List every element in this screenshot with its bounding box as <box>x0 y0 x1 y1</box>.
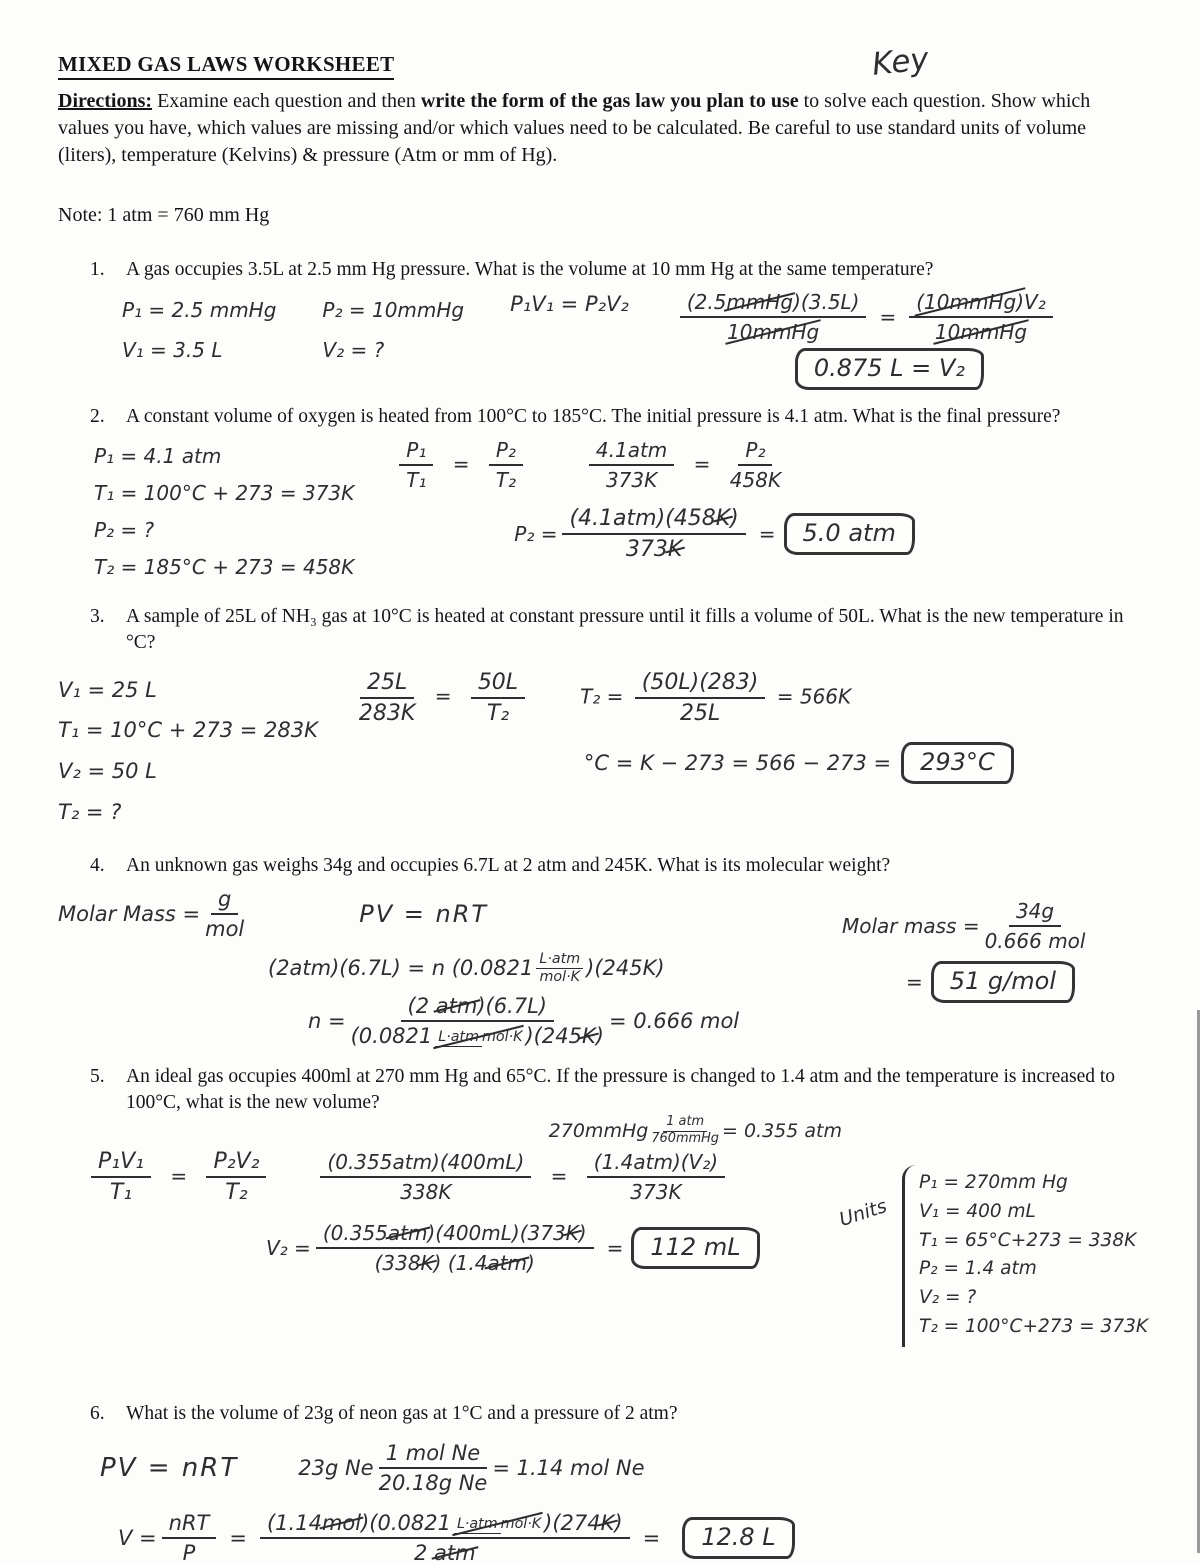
q3-solution <box>354 670 1014 834</box>
question-5-work <box>86 1114 1148 1387</box>
fraction <box>351 994 604 1048</box>
q5-num-c: )(400mL)(373 <box>427 1221 566 1246</box>
fraction-denominator: 373K <box>605 468 658 493</box>
fraction-denominator: 20.18g Ne <box>378 1471 488 1496</box>
question-4-text-line <box>90 853 1142 879</box>
q6-solve-row <box>118 1511 1142 1565</box>
equals-sign: = <box>434 684 452 708</box>
question-text: An ideal gas occupies 400ml at 270 mm Hg and 65°C. If the pressure is changed to 1.4 atm and the temperature is increased to 100°C, what is the new volume? <box>126 1065 1116 1113</box>
question-number: 2. <box>90 406 105 428</box>
fraction-denominator: P <box>182 1541 196 1565</box>
q1-answer-box: 0.875 L = V₂ <box>795 348 984 390</box>
q2-law-and-substitution <box>394 438 915 492</box>
equals-sign: = <box>452 451 470 476</box>
fraction-numerator: 1 mol Ne <box>379 1441 487 1469</box>
fraction-numerator <box>680 290 867 318</box>
equals-sign: = <box>906 969 923 994</box>
equals-sign: = <box>229 1526 247 1551</box>
fraction <box>489 438 523 492</box>
q5-num-a: (0.355 <box>322 1221 388 1246</box>
question-text: A sample of 25L of NH₃ gas at 10°C is heated at constant pressure until it fills a volume of 50L. What is the new temperature in °C? <box>126 606 1124 653</box>
fraction-numerator: P₂ <box>489 438 523 466</box>
q1-given-v2: V₂ = ? <box>322 338 385 363</box>
q1-lhs-den-cancelled: 10mmHg <box>727 320 820 345</box>
fraction-denominator: 373K <box>630 1180 682 1205</box>
fraction <box>589 438 674 492</box>
fraction-denominator: mol·K <box>482 1028 523 1045</box>
conversion-factor-fraction <box>651 1115 719 1147</box>
fraction-numerator: (1.4atm)(V₂) <box>587 1150 725 1178</box>
q4-answer-row <box>898 961 1142 1003</box>
fraction-denominator: mol <box>205 916 245 941</box>
q2-given-p2: P₂ = ? <box>94 518 155 543</box>
fraction-numerator: 50L <box>471 670 525 699</box>
q5-solve-row <box>266 1221 847 1275</box>
fraction <box>205 887 244 941</box>
q5-units-label: Units <box>836 1195 890 1232</box>
fraction-numerator: L·atm <box>454 1516 501 1534</box>
q4-molar-mass-definition <box>58 887 249 941</box>
fraction-denominator <box>414 1539 476 1565</box>
q1-givens-col1 <box>122 290 276 370</box>
fraction <box>635 670 766 726</box>
q1-gas-law: P₁V₁ = P₂V₂ <box>510 292 629 317</box>
q6-num-f: ) <box>614 1511 623 1536</box>
fraction-numerator: nRT <box>162 1511 217 1539</box>
question-6-text-line <box>90 1401 1142 1427</box>
question-6 <box>58 1401 1142 1565</box>
q6-ideal-gas-law: PV = nRT <box>100 1453 239 1484</box>
q2-solve-den-cancelled-unit: K <box>667 537 683 563</box>
fraction-denominator: mol·K <box>539 969 580 986</box>
q6-answer-box: 12.8 L <box>682 1517 794 1559</box>
question-2-text-line <box>90 404 1142 430</box>
equals-sign: = <box>693 451 711 476</box>
fraction-denominator: 25L <box>679 700 721 726</box>
q2-solve-num: (4.1atm)(458 <box>569 506 716 532</box>
q4-main-work <box>58 887 842 1048</box>
fraction-numerator <box>909 290 1052 318</box>
question-5-text-line <box>90 1064 1142 1115</box>
question-3 <box>58 604 1142 833</box>
q2-solve-row <box>514 506 915 562</box>
q2-solve-lead: P₂ = <box>514 522 558 547</box>
q5-unit-p2: P₂ = 1.4 atm <box>919 1258 1037 1280</box>
fraction <box>260 1511 630 1565</box>
q3-solve-result: = 566K <box>776 684 852 708</box>
q2-given-p1: P₁ = 4.1 atm <box>94 444 222 469</box>
equals-sign: = <box>642 1526 661 1551</box>
q6-num-cancelled-k: K <box>600 1511 615 1536</box>
question-text: What is the volume of 23g of neon gas at 1°C and a pressure of 2 atm? <box>126 1403 678 1425</box>
q4-n-lead: n = <box>308 1008 346 1033</box>
q2-substitution <box>584 438 786 492</box>
q3-kelvin-to-celsius: °C = K − 273 = 566 − 273 = <box>583 750 892 775</box>
q2-given-t2: T₂ = 185°C + 273 = 458K <box>94 555 355 580</box>
fraction-denominator: 338K <box>400 1180 452 1205</box>
directions-text-bold: write the form of the gas law you plan to use <box>420 90 799 112</box>
q5-units-list <box>836 1165 1148 1347</box>
question-text: A gas occupies 3.5L at 2.5 mm Hg pressure. What is the volume at 10 mm Hg at the same temperature? <box>126 258 934 280</box>
question-2-work <box>94 438 1142 586</box>
q2-answer-box: 5.0 atm <box>784 513 915 555</box>
q4-n-num-cancelled-unit: atm <box>435 993 478 1018</box>
q4-ideal-gas-law: PV = nRT <box>359 899 489 928</box>
fraction-numerator <box>401 994 554 1022</box>
fraction-numerator <box>562 506 745 535</box>
q3-answer-box: 293°C <box>901 742 1014 784</box>
q6-num-a: (1.14 <box>266 1511 322 1536</box>
fraction-numerator: 1 atm <box>663 1115 707 1132</box>
q4-mm-lead: Molar mass = <box>842 913 980 938</box>
q4-n-den-d: ) <box>595 1023 604 1048</box>
q5-den-c: ) (1.4 <box>433 1251 488 1276</box>
q5-num-cancelled-atm: atm <box>387 1221 428 1246</box>
fraction-denominator: mol·K <box>500 1515 542 1532</box>
q4-n-result: = 0.666 mol <box>608 1008 740 1033</box>
fraction <box>562 506 745 562</box>
fraction-numerator <box>316 1221 594 1249</box>
note-line: Note: 1 atm = 760 mm Hg <box>58 203 270 226</box>
gas-constant-units-fraction <box>536 951 583 986</box>
q3-substitution-row <box>354 670 1014 726</box>
q2-solve-num-close: ) <box>730 506 739 532</box>
q5-unit-v1: V₁ = 400 mL <box>919 1200 1036 1222</box>
q4-moles-row <box>308 994 842 1048</box>
q3-given-t1: T₁ = 10°C + 273 = 283K <box>58 718 318 743</box>
q1-given-p1: P₁ = 2.5 mmHg <box>122 298 277 323</box>
q2-given-t1: T₁ = 100°C + 273 = 373K <box>94 481 355 506</box>
fraction <box>316 1221 594 1275</box>
question-1-text-line <box>90 257 1142 283</box>
q5-substitution <box>315 1150 730 1204</box>
gas-constant-units-fraction-cancelled <box>435 1029 522 1045</box>
directions-text-post: to solve each question. Show which values you have, which values are missing and/or which values need to be calculated. Be careful to use standard units of volume (liters), temperature (Kelvins) & pressure (Atm or mm of Hg). <box>58 90 1091 167</box>
question-number: 3. <box>90 606 105 628</box>
question-number: 4. <box>90 855 105 877</box>
fraction-numerator: L·atm <box>536 951 583 969</box>
q3-solve-lead: T₂ = <box>580 684 624 708</box>
question-number: 1. <box>90 258 105 280</box>
page-title: MIXED GAS LAWS WORKSHEET <box>58 52 394 80</box>
q1-lhs-num-cancelled-unit: mmHg <box>726 290 794 315</box>
fraction <box>379 1441 488 1495</box>
q4-row-1 <box>58 887 842 941</box>
q1-solution <box>675 290 1058 390</box>
q5-conv-result: = 0.355 atm <box>722 1120 842 1143</box>
key-annotation: Key <box>870 41 931 83</box>
fraction <box>320 1150 531 1204</box>
q3-given-v1: V₁ = 25 L <box>58 677 157 702</box>
q1-substitution <box>675 290 1058 344</box>
q3-substitution <box>354 670 530 726</box>
q3-given-t2: T₂ = ? <box>58 800 122 825</box>
question-3-work <box>58 670 1142 834</box>
fraction <box>471 670 525 726</box>
fraction <box>680 290 867 344</box>
fraction <box>587 1150 725 1204</box>
fraction <box>162 1511 217 1565</box>
q5-den-cancelled-atm: atm <box>487 1251 528 1276</box>
q1-given-p2: P₂ = 10mmHg <box>322 298 465 323</box>
q5-den-a: (338 <box>374 1251 421 1276</box>
q2-solve-den: 373 <box>625 537 668 563</box>
equals-sign: = <box>879 305 897 330</box>
q1-given-v1: V₁ = 3.5 L <box>122 338 223 363</box>
q5-law <box>86 1149 271 1205</box>
fraction-denominator: 458K <box>729 468 782 493</box>
q4-molar-mass-calc <box>842 887 1142 1048</box>
q5-solve-lead: V₂ = <box>266 1236 311 1261</box>
question-2 <box>58 404 1142 586</box>
equals-sign: = <box>758 522 776 547</box>
fraction-numerator: 4.1atm <box>589 438 674 466</box>
fraction-denominator <box>375 1249 535 1275</box>
directions-paragraph <box>58 88 1142 170</box>
fraction-denominator: T₂ <box>225 1180 248 1206</box>
fraction <box>399 438 433 492</box>
question-4 <box>58 853 1142 1048</box>
fraction-denominator <box>935 318 1027 344</box>
question-number: 6. <box>90 1403 105 1425</box>
q6-mol-result: = 1.14 mol Ne <box>492 1456 645 1481</box>
question-3-text-line <box>90 604 1142 655</box>
q6-den-cancelled-atm: atm <box>434 1541 476 1565</box>
fraction-denominator: T₂ <box>495 468 516 493</box>
q2-law <box>394 438 528 492</box>
fraction-denominator: T₂ <box>486 700 510 726</box>
directions-text-pre: Examine each question and then <box>152 90 421 112</box>
q2-givens <box>94 438 354 586</box>
fraction-denominator: T₁ <box>109 1180 133 1206</box>
question-number: 5. <box>90 1065 105 1087</box>
q1-lhs-num-c: )(3.5L) <box>793 290 860 315</box>
q3-solve <box>580 670 851 726</box>
q4-molar-lead: Molar Mass = <box>58 901 201 926</box>
q1-answer-row <box>795 348 1058 390</box>
fraction-denominator: 283K <box>358 700 416 726</box>
q5-num-e: ) <box>578 1221 587 1246</box>
question-1 <box>58 257 1142 391</box>
fraction-numerator <box>260 1511 630 1539</box>
fraction-numerator: L·atm <box>435 1029 482 1047</box>
fraction-numerator: 34g <box>1009 899 1061 927</box>
q4-sub-post: )(245K) <box>586 956 665 981</box>
fraction-denominator <box>351 1022 604 1048</box>
fraction-denominator: 0.666 mol <box>984 928 1086 953</box>
page-header <box>58 41 1142 83</box>
equals-sign: = <box>170 1163 188 1188</box>
q6-den-a: 2 <box>413 1541 435 1565</box>
fraction <box>909 290 1052 344</box>
q4-sub-pre: (2atm)(6.7L) = n (0.0821 <box>268 956 534 981</box>
question-4-work <box>58 887 1142 1048</box>
directions-label: Directions: <box>58 90 153 112</box>
question-6-work <box>100 1441 1142 1565</box>
q5-law-and-substitution <box>86 1149 847 1205</box>
q5-den-cancelled-k: K <box>420 1251 434 1276</box>
q6-num-cancelled-mol: mol <box>321 1511 362 1536</box>
q3-conversion-row <box>584 742 1014 784</box>
fraction-numerator: g <box>211 887 238 915</box>
q6-v-lead: V = <box>118 1526 157 1551</box>
q4-n-den-a: (0.0821 <box>350 1023 433 1048</box>
q1-lhs-num-a: (2.5 <box>686 290 727 315</box>
fraction-numerator: P₂V₂ <box>206 1149 266 1178</box>
q4-substitution-row <box>268 951 842 986</box>
question-text: A constant volume of oxygen is heated from 100°C to 185°C. The initial pressure is 4.1 atm. What is the final pressure? <box>126 406 1061 428</box>
question-5 <box>58 1064 1148 1387</box>
q5-num-cancelled-k: K <box>565 1221 579 1246</box>
question-text: An unknown gas weighs 34g and occupies 6.7L at 2 atm and 245K. What is its molecular weight? <box>126 855 891 877</box>
fraction-numerator: P₁ <box>399 438 433 466</box>
equals-sign: = <box>550 1163 568 1188</box>
q5-unit-t2: T₂ = 100°C+273 = 373K <box>919 1315 1148 1337</box>
q4-n-den-b: )(245 <box>525 1023 582 1048</box>
q5-pressure-conversion <box>549 1115 842 1147</box>
q6-num-d: )(274 <box>544 1511 601 1536</box>
equals-sign: = <box>606 1236 624 1261</box>
q5-unit-v2: V₂ = ? <box>919 1286 977 1308</box>
q3-given-v2: V₂ = 50 L <box>58 759 157 784</box>
q5-unit-t1: T₁ = 65°C+273 = 338K <box>919 1229 1137 1251</box>
fraction-numerator: 25L <box>360 670 414 699</box>
q4-n-num-a: (2 <box>407 993 436 1018</box>
q5-conv-pre: 270mmHg <box>548 1120 649 1143</box>
fraction-denominator: 760mmHg <box>651 1131 719 1147</box>
q2-solve-num-cancelled-unit: K <box>715 506 731 532</box>
gas-constant-units-fraction-cancelled <box>454 1516 541 1532</box>
fraction-numerator: (0.355atm)(400mL) <box>320 1150 531 1178</box>
q1-rhs-num-cancelled: (10mmHg) <box>916 290 1025 315</box>
q6-row-1 <box>100 1441 1142 1495</box>
q5-answer-box: 112 mL <box>631 1227 759 1269</box>
fraction-numerator: (50L)(283) <box>635 670 766 699</box>
q6-num-c: )(0.0821 <box>361 1511 451 1536</box>
q6-mole-conversion <box>298 1441 644 1495</box>
fraction <box>359 670 415 726</box>
q5-den-e: ) <box>527 1251 535 1276</box>
fraction-denominator <box>626 535 682 562</box>
fraction <box>91 1149 151 1205</box>
q6-mol-pre: 23g Ne <box>298 1456 374 1481</box>
q1-rhs-num-v2: V₂ <box>1024 290 1046 315</box>
q2-solution <box>394 438 915 586</box>
fraction-denominator <box>727 318 819 344</box>
q5-unit-p1: P₁ = 270mm Hg <box>919 1172 1068 1194</box>
fraction-denominator: T₁ <box>406 468 427 493</box>
q1-rhs-den-cancelled: 10mmHg <box>934 320 1028 345</box>
fraction <box>206 1149 266 1205</box>
fraction-numerator: P₂ <box>738 438 772 466</box>
fraction <box>985 899 1086 953</box>
q1-givens-col2 <box>322 290 464 370</box>
fraction-numerator: P₁V₁ <box>91 1149 151 1178</box>
fraction <box>730 438 781 492</box>
q4-n-den-cancelled-unit: K <box>581 1023 596 1048</box>
q4-n-num-c: )(6.7L) <box>477 993 547 1018</box>
question-1-work <box>122 290 1142 390</box>
q4-answer-box: 51 g/mol <box>931 961 1075 1003</box>
q4-mm-row <box>842 899 1142 953</box>
q3-givens <box>58 670 318 834</box>
